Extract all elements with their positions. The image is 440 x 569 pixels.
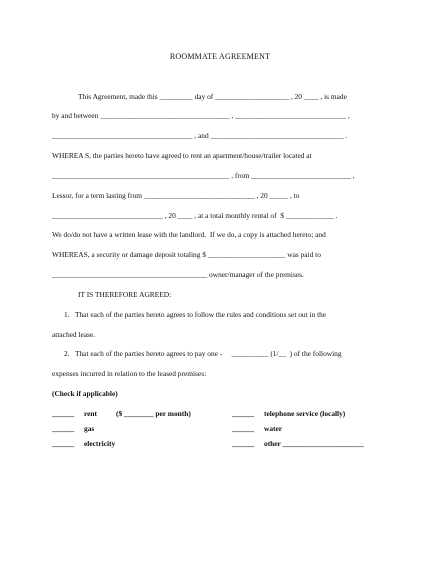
whereas-rent-line: WHEREA S, the parties hereto have agreed to rent an apartment/house/trailer located at [52,151,312,160]
expense-gas-label: gas [84,424,95,433]
document-title: ROOMMATE AGREEMENT [169,52,271,61]
deposit-line: WHEREAS, a security or damage deposit totaling $ _____________________ was paid to [52,250,321,259]
clause-1-cont: attached lease. [52,330,96,339]
expense-gas-blank: ______ [52,424,75,433]
parties-line-2: ______________________________________ , and ____________________________________ . [52,131,348,140]
rental-line: ______________________________ , 20 ____ , at a total monthly rental of $ _____________ . [52,211,338,220]
clause-2-line: 2. That each of the parties hereto agrees to pay one - __________ (1/__ ) of the following [64,349,342,358]
expense-electricity-blank: ______ [52,439,75,448]
lease-line: We do/do not have a written lease with the landlord. If we do, a copy is attached hereto; and [52,230,326,239]
clause-1-line: 1. That each of the parties hereto agrees to follow the rules and conditions set out in the [64,310,327,319]
expense-rent-amount: ($ ________ per month) [116,409,191,418]
agreement-date-line: This Agreement, made this _________ day of ____________________ , 20 ____ , is made [78,92,347,101]
expense-telephone-blank: ______ [232,409,255,418]
expense-water-blank: ______ [232,424,255,433]
expense-telephone-label: telephone service (locally) [264,409,346,418]
expense-water-label: water [264,424,283,433]
check-heading: (Check if applicable) [52,389,118,398]
term-line: Lessor, for a term lasting from ______________________________ , 20 _____ , to [52,191,300,200]
expense-rent-blank: ______ [52,409,75,418]
expense-other-label: other ______________________ [264,439,364,448]
parties-line-1: by and between ___________________________________ , ______________________________ , [52,111,350,120]
expense-rent-label: rent [84,409,97,418]
therefore-agreed: IT IS THEREFORE AGREED: [78,290,172,299]
expense-electricity-label: electricity [84,439,116,448]
owner-line: __________________________________________ owner/manager of the premises. [52,270,304,279]
clause-2-cont: expenses incurred in relation to the leased premises: [52,369,207,378]
expense-other-blank: ______ [232,439,255,448]
location-line: ________________________________________________ , from ___________________________ , [52,171,355,180]
